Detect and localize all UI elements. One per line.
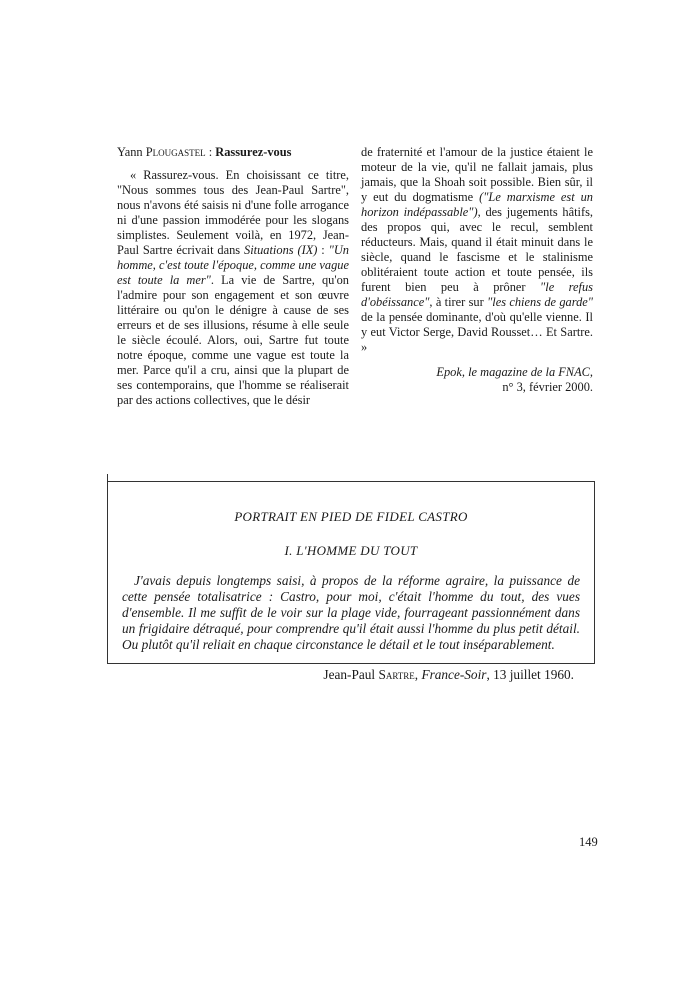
quote-box (107, 481, 595, 682)
source-line-2: n° 3, février 2000. (502, 380, 593, 394)
italic-run: "le refus d'obéissance" (361, 280, 593, 309)
attr-separator: , (414, 667, 422, 682)
box-corner-mark (107, 474, 127, 481)
author-first-name: Yann (117, 145, 143, 159)
italic-run: Situations (IX) (244, 243, 318, 257)
box-attribution (122, 667, 580, 683)
text-run: de fraternité et l'amour de la justice étaient le moteur de la vie, qu'il ne fallait jamais, plus jamais, que la Shoah soit possible. Bien sûr, il y eut du dogmatisme (361, 145, 593, 204)
page-number: 149 (579, 835, 598, 849)
source-line-1: Epok, le magazine de la FNAC, (436, 365, 593, 379)
italic-run: ("Le marxisme est un horizon indépassable") (361, 190, 593, 219)
text-run: , des jugements hâtifs, des propos qui, avec le recul, semblent réducteurs. Mais, quand il était minuit dans le siècle, quand le fascisme et le stalinisme oblitéraient toute action et toute pensée, ils furent bien peu à prôner (361, 205, 594, 294)
author-last-name: Plougastel (145, 145, 206, 159)
article-header (117, 145, 349, 160)
italic-run: "les chiens de garde" (487, 295, 593, 309)
attr-last-name: Sartre (378, 667, 415, 682)
text-run: , à tirer sur (429, 295, 488, 309)
article-title: Rassurez-vous (215, 145, 292, 159)
attr-first-name: Jean-Paul (323, 667, 379, 682)
right-paragraph (361, 145, 593, 355)
right-column (361, 145, 593, 395)
box-title: PORTRAIT EN PIED DE FIDEL CASTRO (234, 509, 468, 524)
text-run: : (317, 243, 329, 257)
text-run: . La vie de Sartre, qu'on l'admire pour son engagement et son œuvre littéraire ou qu'on le dénigre à cause de ses erreurs et de ses illusions, résume à elle seule le siècle écoulé. Alors, oui, Sartre fut toute notre époque, comme une vague est toute la mer. Parce qu'il a cru, ainsi que la plupart de ses contemporains, que l'homme se réaliserait par des actions collectives, que le désir (117, 273, 349, 407)
box-subtitle: I. L'HOMME DU TOUT (284, 543, 418, 558)
text-run: « Rassurez-vous. En choisissant ce titre, "Nous sommes tous des Jean-Paul Sartre", nous n'avons été saisis ni d'une folle arrogance ni d'une passion immodérée pour les slogans simplistes. Seulement voilà, en 1972, Jean-Paul Sartre écrivait dans (117, 168, 349, 257)
source-citation (361, 365, 593, 395)
left-column (117, 145, 349, 408)
attr-date: , 13 juillet 1960. (486, 667, 574, 682)
italic-run: "Un homme, c'est toute l'époque, comme une vague est toute la mer" (117, 243, 349, 287)
left-paragraph (117, 168, 349, 408)
attr-publication: France-Soir (421, 667, 487, 682)
header-separator: : (205, 145, 216, 159)
text-run: de la pensée dominante, d'où qu'elle vienne. Il y eut Victor Serge, David Rousset… Et Sartre. » (361, 310, 593, 354)
box-quote: J'avais depuis longtemps saisi, à propos de la réforme agraire, la puissance de cette pensée totalisatrice : Castro, pour moi, c'était l'homme du tout, des vues d'ensemble. Il me suffit de le voir sur la plage vide, fourrageant passionnément dans un frigidaire détraqué, pour comprendre qu'il était aussi l'homme du plus petit détail. Ou plutôt qu'il reliait en chaque circonstance le détail et le tout inséparablement. (122, 573, 580, 652)
